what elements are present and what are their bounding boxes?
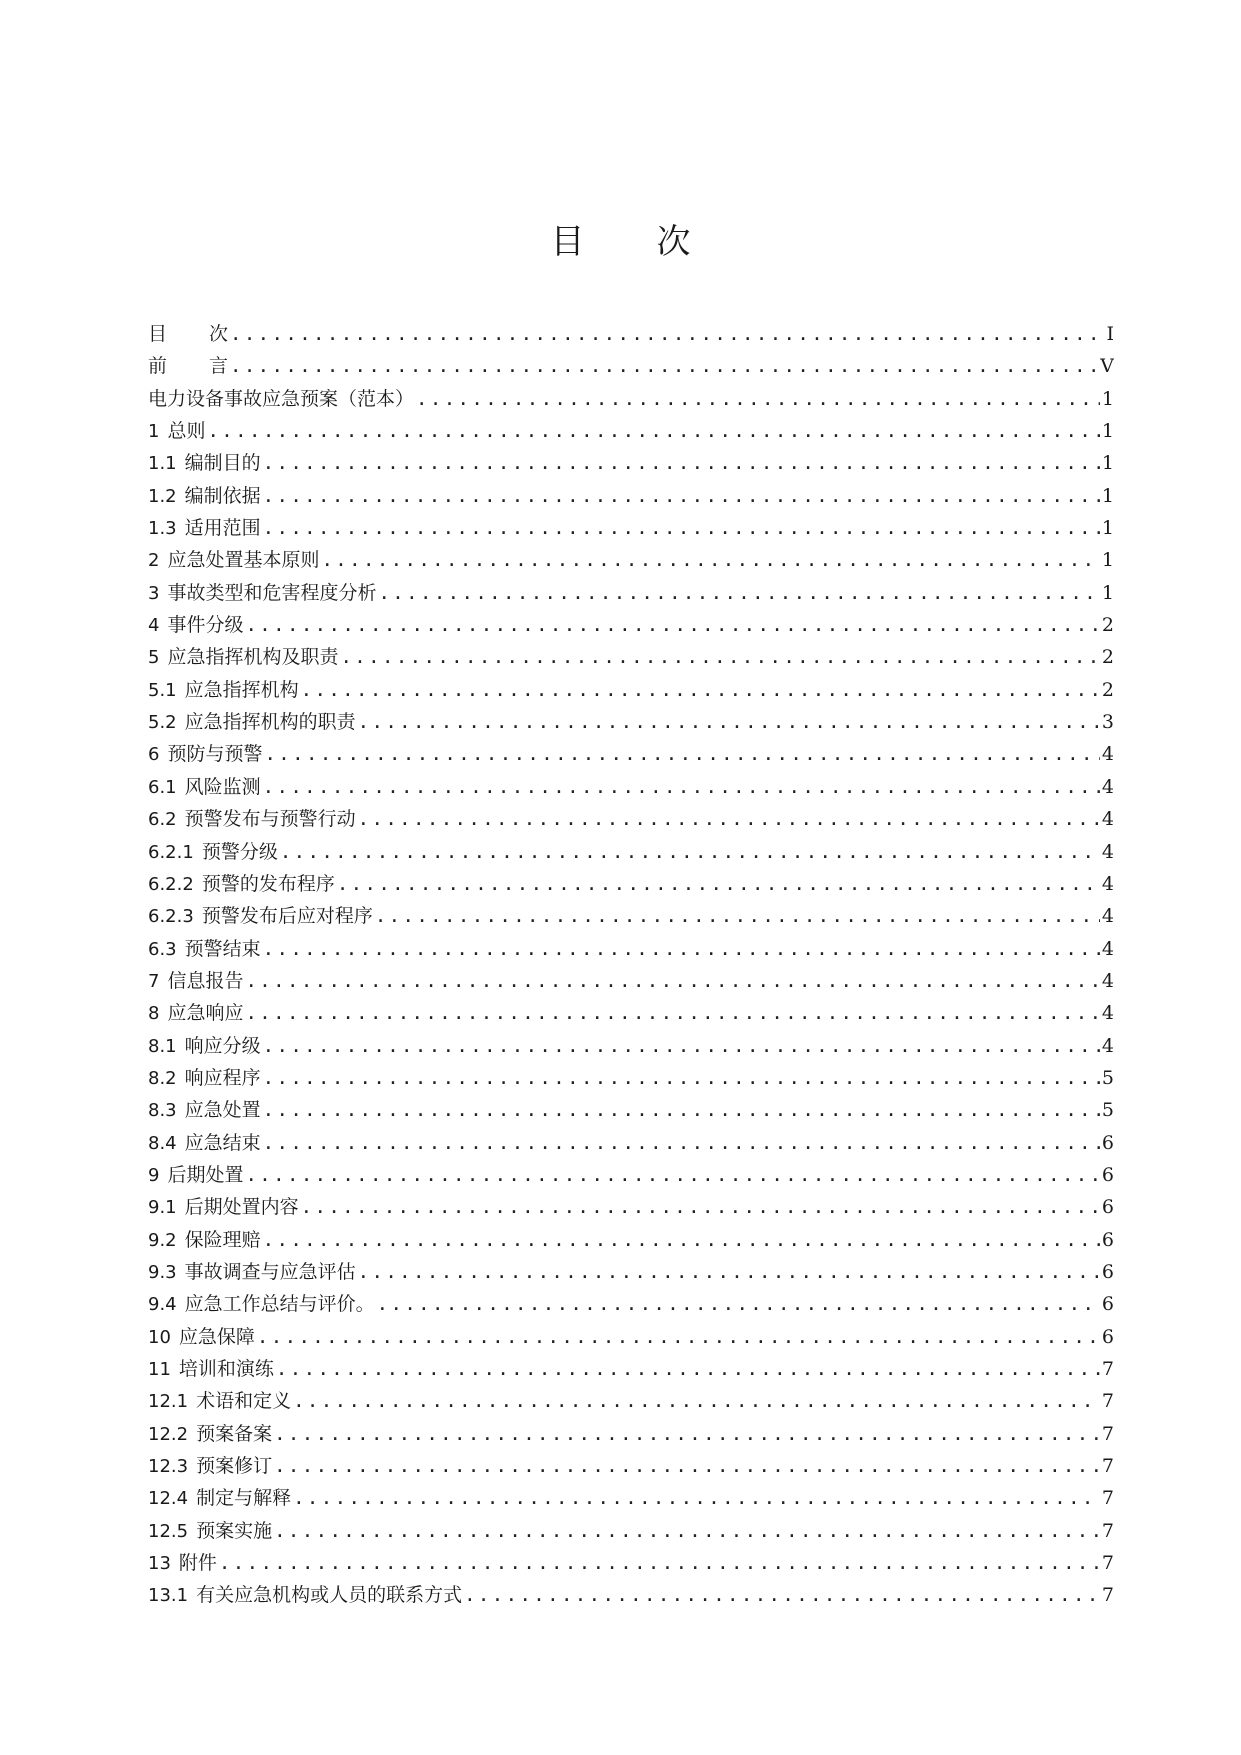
toc-dot-leader <box>301 1191 1100 1223</box>
toc-entry-number: 12.3 <box>148 1456 189 1478</box>
toc-entry-page-number: 6 <box>1101 1163 1114 1186</box>
toc-entry-label <box>148 1547 217 1579</box>
toc-entry-number: 13 <box>148 1553 171 1575</box>
toc-entry-page-number: 5 <box>1101 1066 1114 1089</box>
toc-entry-page-number: 6 <box>1101 1293 1114 1316</box>
toc-entry-label <box>148 1062 261 1094</box>
toc-dot-leader <box>230 350 1098 382</box>
toc-dot-leader <box>263 1224 1100 1256</box>
toc-entry-number: 8.4 <box>148 1132 177 1154</box>
toc-entry[interactable] <box>148 1450 1114 1482</box>
toc-entry-page-number: V <box>1100 355 1114 378</box>
toc-entry-number: 1.1 <box>148 453 177 475</box>
toc-entry[interactable] <box>148 965 1114 997</box>
toc-entry-title: 预警结束 <box>184 937 261 960</box>
toc-entry-page-number: 2 <box>1101 614 1114 637</box>
toc-entry-label <box>148 1482 291 1514</box>
toc-entry[interactable] <box>148 512 1114 544</box>
toc-entry-title: 响应程序 <box>184 1066 261 1089</box>
toc-entry-page-number: 4 <box>1101 743 1114 766</box>
toc-entry-title: 预案实施 <box>196 1519 273 1542</box>
toc-entry-label <box>148 1418 272 1450</box>
toc-entry-page-number: 5 <box>1101 1099 1114 1122</box>
toc-dot-leader <box>263 512 1100 544</box>
toc-entry-page-number: 7 <box>1101 1455 1114 1478</box>
toc-dot-leader <box>377 1288 1100 1320</box>
toc-entry-page-number: 4 <box>1101 937 1114 960</box>
toc-dot-leader <box>340 641 1099 673</box>
toc-entry-number: 6 <box>148 744 160 766</box>
toc-entry[interactable] <box>148 1224 1114 1256</box>
toc-entry-label <box>148 900 373 932</box>
toc-entry-title: 应急处置 <box>184 1099 261 1122</box>
toc-entry-title: 预警发布与预警行动 <box>184 808 356 831</box>
toc-entry-title: 保险理赔 <box>184 1228 261 1251</box>
toc-entry-label <box>148 1127 261 1159</box>
toc-entry-label <box>148 577 376 609</box>
toc-dot-leader <box>337 868 1100 900</box>
toc-entry-label <box>148 868 335 900</box>
toc-entry[interactable] <box>148 1094 1114 1126</box>
toc-dot-leader <box>264 738 1099 770</box>
toc-dot-leader <box>276 1353 1100 1385</box>
toc-entry-page-number: 1 <box>1101 549 1114 572</box>
toc-entry-number: 6.1 <box>148 776 177 798</box>
toc-entry[interactable] <box>148 868 1114 900</box>
toc-entry-title: 有关应急机构或人员的联系方式 <box>196 1584 463 1607</box>
toc-entry-number: 6.2.1 <box>148 841 194 863</box>
toc-entry-number: 1.3 <box>148 518 177 540</box>
toc-entry-label <box>148 1450 272 1482</box>
toc-entry[interactable] <box>148 1418 1114 1450</box>
toc-entry-number: 9.2 <box>148 1229 177 1251</box>
toc-entry-number: 1 <box>148 421 160 443</box>
toc-entry[interactable] <box>148 641 1114 673</box>
toc-entry[interactable] <box>148 706 1114 738</box>
toc-entry-label <box>148 771 261 803</box>
toc-entry[interactable] <box>148 1159 1114 1191</box>
toc-entry-number: 8.1 <box>148 1035 177 1057</box>
toc-entry-label <box>148 1321 255 1353</box>
toc-entry-label <box>148 1191 299 1223</box>
toc-entry-page-number: 7 <box>1101 1519 1114 1542</box>
toc-entry[interactable] <box>148 350 1114 382</box>
toc-entry-title: 风险监测 <box>184 775 261 798</box>
toc-entry-page-number: 1 <box>1101 484 1114 507</box>
toc-entry-page-number: 7 <box>1101 1358 1114 1380</box>
toc-entry-label <box>148 447 261 479</box>
toc-entry-label <box>148 1579 462 1611</box>
toc-entry-label <box>148 512 261 544</box>
toc-entry-title: 预警的发布程序 <box>201 872 335 895</box>
toc-entry[interactable] <box>148 933 1114 965</box>
toc-entry-page-number: 6 <box>1101 1228 1114 1251</box>
toc-entry-title: 适用范围 <box>184 517 261 540</box>
toc-entry-label <box>148 836 278 868</box>
toc-dot-leader <box>301 674 1100 706</box>
toc-entry-label <box>148 1256 356 1288</box>
toc-entry-number: 8.2 <box>148 1067 177 1089</box>
toc-entry-title: 事故调查与应急评估 <box>184 1260 356 1283</box>
toc-entry-title: 术语和定义 <box>196 1390 292 1413</box>
toc-entry[interactable] <box>148 480 1114 512</box>
toc-entry-label <box>148 933 261 965</box>
toc-entry-number: 10 <box>148 1326 171 1348</box>
toc-entry[interactable] <box>148 1547 1114 1579</box>
toc-entry-title: 应急结束 <box>184 1131 261 1154</box>
toc-entry-title: 响应分级 <box>184 1034 261 1057</box>
toc-dot-leader <box>280 836 1100 868</box>
toc-entry-number: 1.2 <box>148 485 177 507</box>
toc-entry[interactable] <box>148 900 1114 932</box>
toc-entry-page-number: 4 <box>1101 840 1114 863</box>
toc-dot-leader <box>274 1418 1100 1450</box>
toc-entry-number: 2 <box>148 550 160 572</box>
toc-dot-leader <box>257 1321 1100 1353</box>
toc-dot-leader <box>378 577 1099 609</box>
toc-entry-label <box>148 480 261 512</box>
toc-entry[interactable] <box>148 1385 1114 1417</box>
toc-entry-title: 附件 <box>178 1552 217 1575</box>
toc-entry-page-number: 6 <box>1101 1196 1114 1219</box>
toc-entry-page-number: 4 <box>1101 969 1114 992</box>
toc-entry-page-number: 1 <box>1101 387 1114 410</box>
toc-entry-number: 9.1 <box>148 1197 177 1219</box>
toc-entry-label <box>148 1159 243 1191</box>
toc-dot-leader <box>263 1030 1100 1062</box>
toc-dot-leader <box>263 1062 1100 1094</box>
toc-entry-title: 事件分级 <box>167 614 244 637</box>
toc-entry[interactable] <box>148 1515 1114 1547</box>
toc-entry[interactable] <box>148 836 1114 868</box>
toc-dot-leader <box>263 1127 1100 1159</box>
toc-dot-leader <box>263 1094 1100 1126</box>
table-of-contents <box>148 318 1114 1612</box>
toc-entry-title: 应急指挥机构及职责 <box>167 646 339 669</box>
toc-entry-number: 12.1 <box>148 1391 189 1413</box>
toc-entry-number: 5 <box>148 647 160 669</box>
toc-entry-number: 8.3 <box>148 1100 177 1122</box>
toc-entry-number: 6.2.3 <box>148 906 194 928</box>
toc-entry-title: 培训和演练 <box>178 1358 274 1380</box>
toc-entry-label <box>148 803 356 835</box>
toc-dot-leader <box>245 609 1099 641</box>
toc-dot-leader <box>263 933 1100 965</box>
toc-entry-label <box>148 1515 272 1547</box>
toc-entry-number: 5.1 <box>148 679 177 701</box>
toc-dot-leader <box>245 1159 1099 1191</box>
toc-entry-label <box>148 1094 261 1126</box>
toc-entry-label <box>148 1030 261 1062</box>
toc-entry[interactable] <box>148 1288 1114 1320</box>
toc-entry-page-number: 4 <box>1101 905 1114 928</box>
toc-entry[interactable] <box>148 738 1114 770</box>
toc-entry[interactable] <box>148 1062 1114 1094</box>
toc-entry-number: 5.2 <box>148 712 177 734</box>
toc-entry-page-number: 1 <box>1101 452 1114 475</box>
toc-entry[interactable] <box>148 577 1114 609</box>
toc-entry-label <box>148 641 338 673</box>
toc-entry-title: 信息报告 <box>167 969 244 992</box>
toc-entry-number: 13.1 <box>148 1585 189 1607</box>
toc-entry-title: 制定与解释 <box>196 1487 292 1510</box>
toc-entry-number: 12.4 <box>148 1488 189 1510</box>
toc-entry-label <box>148 1353 274 1385</box>
toc-entry-label <box>148 609 243 641</box>
toc-entry-number: 4 <box>148 615 160 637</box>
toc-entry[interactable] <box>148 318 1114 350</box>
toc-entry-number: 7 <box>148 970 160 992</box>
toc-entry[interactable] <box>148 383 1114 415</box>
toc-entry-label <box>148 674 299 706</box>
toc-entry-title: 应急指挥机构 <box>184 678 299 701</box>
toc-entry-title: 应急工作总结与评价。 <box>184 1293 375 1316</box>
toc-entry-label <box>148 706 356 738</box>
toc-dot-leader <box>274 1450 1100 1482</box>
toc-entry-label <box>148 383 414 415</box>
toc-entry-page-number: 1 <box>1101 581 1114 604</box>
toc-entry-number: 11 <box>148 1359 171 1380</box>
toc-dot-leader <box>245 997 1099 1029</box>
toc-dot-leader <box>219 1547 1100 1579</box>
toc-entry-title: 应急处置基本原则 <box>167 549 320 572</box>
toc-entry[interactable] <box>148 544 1114 576</box>
toc-entry-page-number: 6 <box>1101 1325 1114 1348</box>
toc-entry[interactable] <box>148 415 1114 447</box>
toc-entry-label <box>148 1288 375 1320</box>
toc-entry-number: 8 <box>148 1003 160 1025</box>
toc-entry-label <box>148 965 243 997</box>
toc-dot-leader <box>263 771 1100 803</box>
toc-entry-page-number: 2 <box>1101 678 1114 701</box>
toc-entry-label <box>148 1385 291 1417</box>
toc-entry[interactable] <box>148 1579 1114 1611</box>
toc-entry-page-number: 4 <box>1101 1002 1114 1025</box>
toc-entry-number: 12.2 <box>148 1423 189 1445</box>
toc-dot-leader <box>293 1482 1100 1514</box>
toc-entry-page-number: 4 <box>1101 1034 1114 1057</box>
toc-entry-page-number: 7 <box>1101 1390 1114 1413</box>
toc-dot-leader <box>375 900 1100 932</box>
toc-dot-leader <box>358 1256 1100 1288</box>
toc-entry-label <box>148 318 228 350</box>
toc-entry-number: 9.3 <box>148 1261 177 1283</box>
toc-entry-page-number: 4 <box>1101 872 1114 895</box>
toc-entry-page-number: 1 <box>1101 517 1114 540</box>
toc-entry[interactable] <box>148 803 1114 835</box>
toc-entry-label <box>148 738 262 770</box>
toc-entry-title: 预案备案 <box>196 1422 273 1445</box>
toc-entry-page-number: 7 <box>1101 1584 1114 1607</box>
toc-entry-title: 预警发布后应对程序 <box>201 905 373 928</box>
toc-entry-page-number: 2 <box>1101 646 1114 669</box>
toc-entry[interactable] <box>148 1127 1114 1159</box>
toc-entry-label <box>148 350 228 382</box>
toc-dot-leader <box>358 706 1100 738</box>
toc-entry-title: 应急保障 <box>178 1325 255 1348</box>
toc-entry-number: 9 <box>148 1164 160 1186</box>
toc-entry[interactable] <box>148 997 1114 1029</box>
toc-dot-leader <box>293 1385 1100 1417</box>
toc-entry[interactable] <box>148 771 1114 803</box>
toc-entry-page-number: 3 <box>1101 711 1114 734</box>
toc-entry[interactable] <box>148 609 1114 641</box>
toc-entry-title: 编制依据 <box>184 484 261 507</box>
toc-dot-leader <box>230 318 1104 350</box>
toc-entry-label <box>148 997 243 1029</box>
toc-entry-number: 12.5 <box>148 1520 189 1542</box>
toc-entry-title: 总则 <box>167 420 206 443</box>
toc-entry-number: 6.2 <box>148 809 177 831</box>
toc-entry-number: 6.3 <box>148 938 177 960</box>
toc-entry-title: 应急响应 <box>167 1002 244 1025</box>
toc-entry-label <box>148 1224 261 1256</box>
toc-entry-title: 后期处置内容 <box>184 1196 299 1219</box>
toc-dot-leader <box>274 1515 1100 1547</box>
toc-dot-leader <box>464 1579 1100 1611</box>
toc-entry[interactable] <box>148 1256 1114 1288</box>
toc-entry-title: 编制目的 <box>184 452 261 475</box>
toc-entry-page-number: I <box>1106 323 1114 345</box>
toc-dot-leader <box>263 480 1100 512</box>
toc-entry-title: 应急指挥机构的职责 <box>184 711 356 734</box>
toc-entry-title: 事故类型和危害程度分析 <box>167 581 377 604</box>
toc-entry[interactable] <box>148 1482 1114 1514</box>
toc-entry-title: 目 次 <box>148 323 228 345</box>
toc-dot-leader <box>358 803 1100 835</box>
toc-entry-page-number: 7 <box>1101 1552 1114 1575</box>
toc-entry-page-number: 6 <box>1101 1260 1114 1283</box>
toc-entry-title: 预警分级 <box>201 840 278 863</box>
toc-dot-leader <box>263 447 1100 479</box>
toc-entry-page-number: 7 <box>1101 1487 1114 1510</box>
toc-entry-title: 预防与预警 <box>167 743 263 766</box>
toc-entry-title: 前 言 <box>148 355 228 378</box>
toc-entry-title: 后期处置 <box>167 1163 244 1186</box>
toc-entry[interactable] <box>148 1030 1114 1062</box>
toc-entry-page-number: 1 <box>1101 420 1114 443</box>
toc-entry[interactable] <box>148 1191 1114 1223</box>
toc-entry-page-number: 7 <box>1101 1422 1114 1445</box>
toc-dot-leader <box>416 383 1100 415</box>
toc-entry-number: 9.4 <box>148 1294 177 1316</box>
toc-entry[interactable] <box>148 1321 1114 1353</box>
toc-entry-number: 6.2.2 <box>148 873 194 895</box>
toc-dot-leader <box>207 415 1099 447</box>
toc-entry-label <box>148 544 319 576</box>
toc-entry[interactable] <box>148 447 1114 479</box>
toc-entry-page-number: 4 <box>1101 808 1114 831</box>
toc-entry[interactable] <box>148 1353 1114 1385</box>
toc-entry-page-number: 4 <box>1101 775 1114 798</box>
page-title: 目次 <box>550 222 763 262</box>
toc-dot-leader <box>245 965 1099 997</box>
toc-entry-page-number: 6 <box>1101 1131 1114 1154</box>
toc-entry-title: 预案修订 <box>196 1455 273 1478</box>
toc-entry[interactable] <box>148 674 1114 706</box>
toc-entry-title: 电力设备事故应急预案（范本） <box>148 387 415 410</box>
toc-entry-number: 3 <box>148 582 160 604</box>
toc-dot-leader <box>321 544 1099 576</box>
toc-entry-label <box>148 415 205 447</box>
